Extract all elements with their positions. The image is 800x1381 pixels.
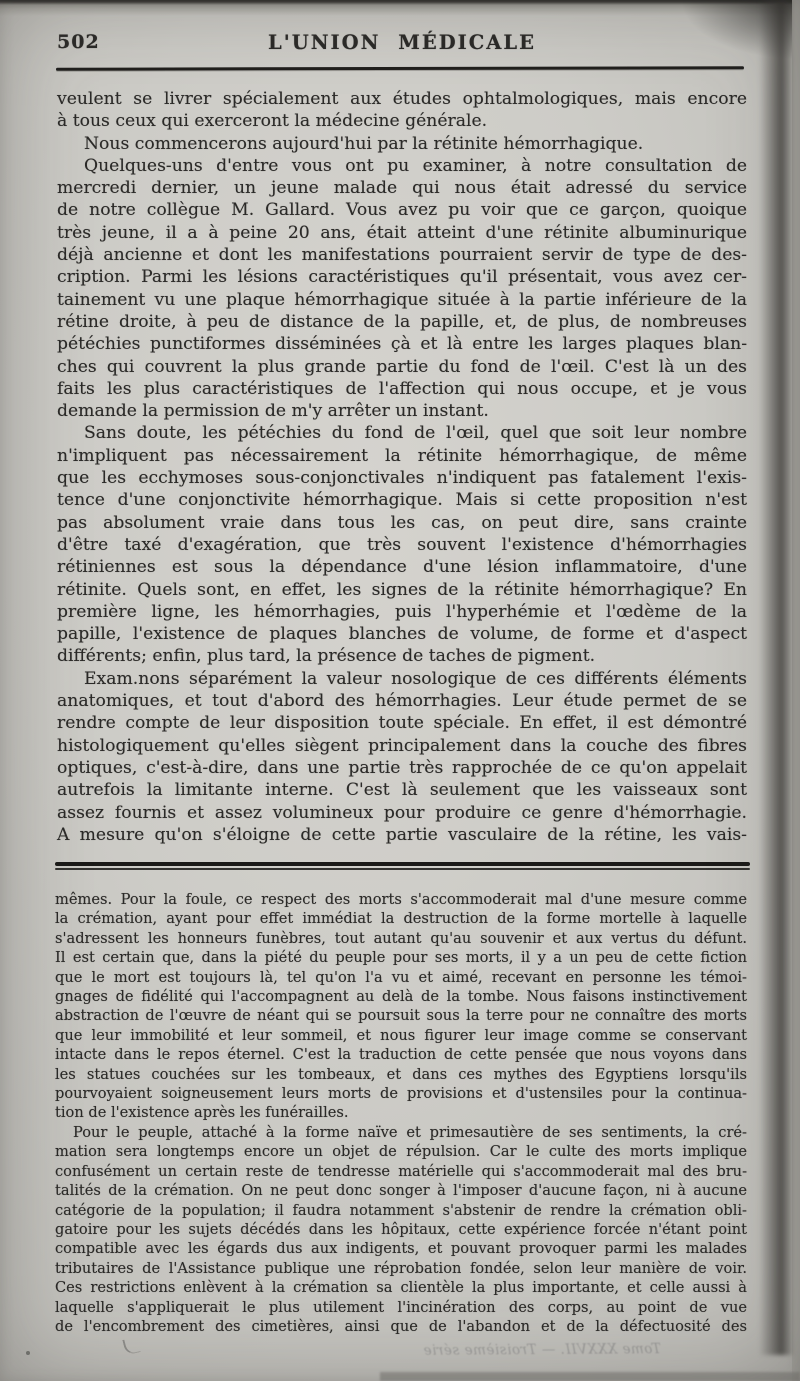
header-rule	[56, 66, 744, 70]
text-line: talités de la crémation. On ne peut donc songer à l'imposer d'aucune façon, ni à aucune	[55, 1182, 747, 1200]
separator-thick-rule	[55, 862, 750, 866]
text-line: rétine droite, à peu de distance de la papille, et, de plus, de nombreuses	[57, 311, 747, 332]
text-line: cription. Parmi les lésions caractéristiques qu'il présentait, vous avez cer-	[57, 267, 747, 288]
paragraph	[55, 890, 747, 1123]
text-line: tence d'une conjonctivite hémorrhagique. Mais si cette proposition n'est	[57, 490, 747, 511]
paragraph	[57, 422, 747, 667]
text-line: à tous ceux qui exerceront la médecine générale.	[57, 111, 488, 132]
text-line: tion de l'existence après les funérailles.	[55, 1104, 349, 1122]
text-line: très jeune, il a à peine 20 ans, était atteint d'une rétinite albuminurique	[57, 222, 747, 243]
text-line: Il est certain que, dans la piété du peuple pour ses morts, il y a un peu de cette fiction	[55, 949, 747, 967]
text-line: s'adressent les honneurs funèbres, tout autant qu'au souvenir et aux vertus du défunt.	[55, 929, 747, 947]
text-line: la crémation, ayant pour effet immédiat la destruction de la forme mortelle à laquelle	[55, 910, 747, 928]
scan-gutter-shadow	[759, 0, 793, 1355]
text-line: tainement vu une plaque hémorrhagique située à la partie inférieure de la	[57, 289, 747, 310]
paragraph	[57, 88, 747, 133]
text-line: Sans doute, les pétéchies du fond de l'œil, quel que soit leur nombre	[84, 423, 747, 444]
text-line: optiques, c'est-à-dire, dans une partie très rapprochée de ce qu'on appelait	[57, 757, 747, 778]
text-line: papille, l'existence de plaques blanches de volume, de forme et d'aspect	[57, 624, 747, 645]
text-line: mêmes. Pour la foule, ce respect des morts s'accommoderait mal d'une mesure comme	[55, 891, 747, 908]
text-line: gatoire pour les sujets décédés dans les hôpitaux, cette expérience forcée n'étant point	[55, 1220, 747, 1238]
text-line: confusément un certain reste de tendresse matérielle qui s'accommoderait mal des bru-	[55, 1162, 747, 1180]
text-line: autrefois la limitante interne. C'est là seulement que les vaisseaux sont	[57, 780, 747, 801]
text-line: Ces restrictions enlèvent à la crémation sa clientèle la plus importante, et celle aussi à	[55, 1279, 747, 1297]
text-line: abstraction de l'œuvre de néant qui se poursuit sous la terre pour ne connaître des morts	[55, 1007, 747, 1025]
scan-top-edge	[0, 0, 800, 16]
text-line: histologiquement qu'elles siègent principalement dans la couche des fibres	[57, 735, 747, 756]
text-line: les statues couchées sur les tombeaux, et dans ces mythes des Egyptiens lorsqu'ils	[55, 1065, 747, 1083]
paragraph	[57, 668, 747, 846]
journal-title: L'UNION MÉDICALE	[268, 31, 536, 54]
page-number: 502	[57, 31, 100, 53]
text-line: Exam.nons séparément la valeur nosologique de ces différents éléments	[84, 668, 747, 689]
text-line: anatomiques, et tout d'abord des hémorrhagies. Leur étude permet de se	[57, 691, 747, 712]
text-line: Quelques-uns d'entre vous ont pu examiner, à notre consultation de	[84, 155, 747, 176]
text-line: pétéchies punctiformes disséminées çà et là entre les larges plaques blan-	[57, 334, 747, 355]
text-line: pas absolument vraie dans tous les cas, on peut dire, sans crainte	[57, 512, 747, 533]
text-line: première ligne, les hémorrhagies, puis l'hyperhémie et l'œdème de la	[57, 601, 747, 622]
running-head	[57, 31, 747, 57]
text-line: que les ecchymoses sous-conjonctivales n'indiquent pas fatalement l'exis-	[57, 468, 747, 489]
text-line: que le mort est toujours là, tel qu'on l'a vu et aimé, recevant en personne les témoi-	[55, 968, 747, 986]
text-line: ches qui couvrent la plus grande partie du fond de l'œil. C'est là un des	[57, 356, 747, 377]
separator-thin-rule	[55, 868, 750, 870]
text-line: d'être taxé d'exagération, que très souvent l'existence d'hémorrhagies	[57, 534, 747, 555]
text-line: veulent se livrer spécialement aux études ophtalmologiques, mais encore	[57, 89, 747, 109]
text-line: n'impliquent pas nécessairement la rétinite hémorrhagique, de même	[57, 445, 747, 466]
text-line: déjà ancienne et dont les manifestations pourraient servir de type de des-	[57, 245, 747, 266]
paragraph	[57, 155, 747, 423]
bleedthrough-text: Tome XXXVII. — Troisième série	[423, 1341, 661, 1359]
text-line: mercredi dernier, un jeune malade qui nous était adressé du service	[57, 178, 747, 199]
text-line: Pour le peuple, attaché à la forme naïve et primesautière de ses sentiments, la cré-	[73, 1123, 747, 1141]
scan-right-edge	[792, 0, 800, 1381]
text-line: demande la permission de m'y arrêter un instant.	[57, 401, 489, 422]
text-line: Nous commencerons aujourd'hui par la rétinite hémorrhagique.	[84, 133, 644, 154]
text-line: tributaires de l'Assistance publique une réprobation fondée, selon leur manière de voir.	[55, 1259, 747, 1277]
text-line: de notre collègue M. Gallard. Vous avez pu voir que ce garçon, quoique	[57, 200, 747, 221]
text-line: laquelle s'appliquerait le plus utilement l'incinération des corps, au point de vue	[55, 1298, 747, 1316]
text-line: catégorie de la population; il faudra notamment s'abstenir de rendre la crémation obli-	[55, 1201, 747, 1219]
paragraph	[55, 1123, 747, 1336]
text-line: compatible avec les égards dus aux indigents, et pouvant provoquer parmi les malades	[55, 1240, 747, 1258]
stray-dot	[26, 1351, 30, 1355]
text-line: gnages de fidélité qui l'accompagnent au delà de la tombe. Nous faisons instinctivement	[55, 988, 747, 1006]
text-line: pourvoyaient soigneusement leurs morts de provisions et d'ustensiles pour la continua-	[55, 1085, 747, 1103]
text-line: rendre compte de leur disposition toute spéciale. En effet, il est démontré	[57, 713, 747, 734]
text-line: assez fournis et assez volumineux pour produire ce genre d'hémorrhagie.	[57, 802, 747, 823]
section-separator	[55, 862, 750, 870]
text-line: de l'encombrement des cimetières, ainsi que de l'abandon et de la défectuosité des	[55, 1317, 747, 1335]
text-line: intacte dans le repos éternel. C'est la traduction de cette pensée que nous voyons dans	[55, 1046, 747, 1064]
text-line: rétiniennes est sous la dépendance d'une lésion inflammatoire, d'une	[57, 557, 747, 578]
stray-mark	[122, 1336, 140, 1355]
paragraph	[57, 133, 747, 155]
feuilleton-text	[55, 890, 747, 1336]
main-article-text	[57, 88, 747, 846]
text-line: rétinite. Quels sont, en effet, les signes de la rétinite hémorrhagique? En	[57, 579, 747, 600]
scan-bottom-edge	[380, 1372, 800, 1381]
text-line: que leur immobilité et leur sommeil, et nous figurer leur image comme se conservant	[55, 1026, 747, 1044]
text-line: différents; enfin, plus tard, la présence de taches de pigment.	[57, 646, 596, 667]
text-line: faits les plus caractéristiques de l'affection qui nous occupe, et je vous	[57, 378, 747, 399]
text-line: A mesure qu'on s'éloigne de cette partie vasculaire de la rétine, les vais-	[57, 824, 747, 845]
text-line: mation sera longtemps encore un objet de répulsion. Car le culte des morts implique	[55, 1143, 747, 1161]
